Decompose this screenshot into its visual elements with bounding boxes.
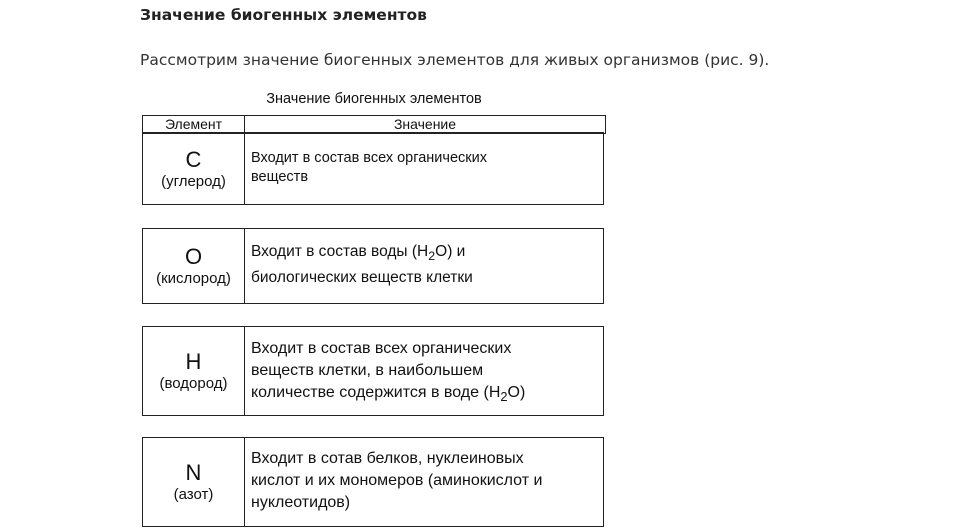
section-heading: Значение биогенных элементов — [140, 6, 427, 24]
meaning-line: Входит в состав всех органических — [251, 340, 512, 357]
element-symbol: С — [185, 146, 202, 172]
intro-paragraph: Рассмотрим значение биогенных элементов для живых организмов (рис. 9). — [140, 51, 770, 69]
meaning-line: Входит в состав воды $(H_2O)$ и — [251, 243, 466, 264]
element-cell — [143, 229, 245, 303]
element-cell — [143, 438, 245, 526]
element-meaning — [245, 229, 603, 303]
meaning-line: веществ клетки, в наибольшем — [251, 362, 484, 379]
header-meaning: Значение — [393, 116, 457, 132]
element-name: (кислород) — [156, 270, 231, 287]
element-symbol: N — [185, 460, 202, 485]
meaning-line: количестве содержится в воде $(H_2O)$ — [251, 384, 526, 405]
element-meaning — [245, 133, 603, 204]
element-row-hydrogen — [142, 326, 604, 416]
element-symbol: О — [184, 244, 203, 269]
meaning-line: нуклеотидов) — [251, 494, 351, 511]
element-name: (азот) — [173, 486, 214, 503]
element-meaning — [245, 438, 603, 526]
meaning-line: Входит в состав всех органических — [251, 150, 487, 166]
meaning-line: биологических веществ клетки — [251, 269, 473, 287]
element-cell — [143, 327, 245, 415]
meaning-line: Входит в сотав белков, нуклеиновых — [251, 450, 524, 467]
element-name: (водород) — [159, 375, 228, 392]
element-row-oxygen — [142, 228, 604, 304]
element-row-carbon — [142, 132, 604, 205]
header-element: Элемент — [143, 116, 245, 133]
element-cell — [143, 133, 245, 204]
element-meaning — [245, 327, 603, 415]
element-row-nitrogen — [142, 437, 604, 527]
element-name: (углерод) — [161, 172, 226, 190]
meaning-line: веществ — [251, 169, 309, 185]
figure-title: Значение биогенных элементов — [266, 91, 482, 107]
element-symbol: Н — [185, 349, 202, 374]
meaning-line: кислот и их мономеров (аминокислот и — [251, 472, 543, 489]
